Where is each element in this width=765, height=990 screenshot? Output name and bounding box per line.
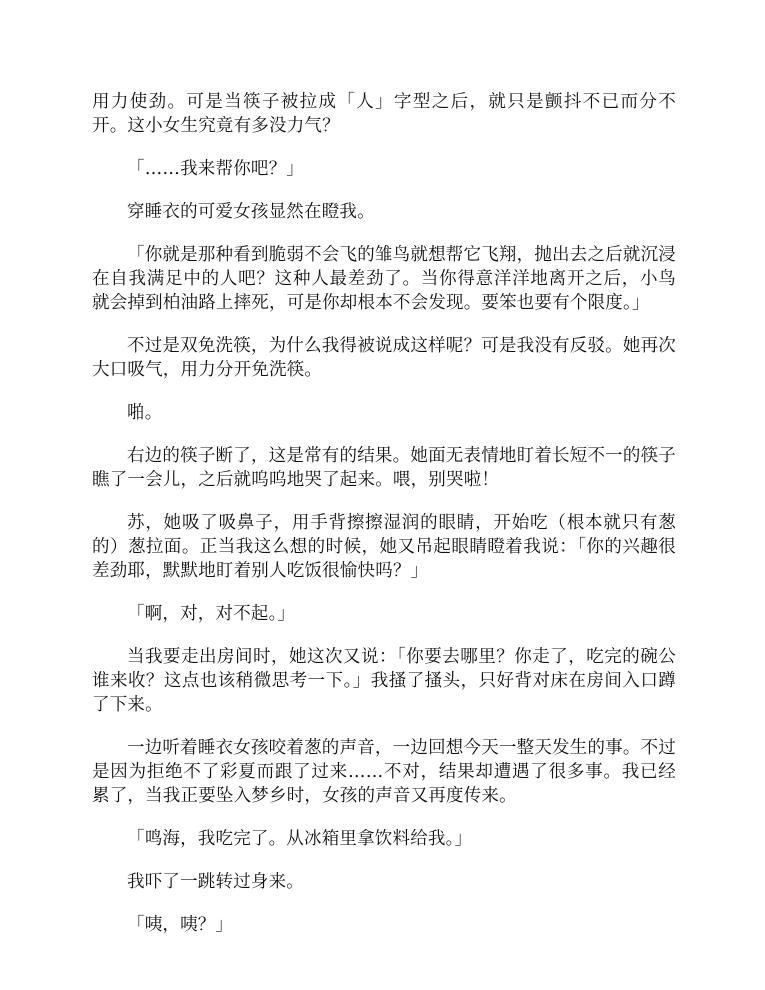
paragraph-6: 啪。	[127, 403, 163, 423]
paragraph-1: 用力使劲。可是当筷子被拉成「人」字型之后，就只是颤抖不已而分不开。这小女生究竟有多没力气？	[92, 92, 676, 136]
paragraph-5: 不过是双免洗筷，为什么我得被说成这样呢？可是我没有反驳。她再次大口吸气，用力分开免洗筷。	[92, 336, 676, 380]
paragraph-10: 当我要走出房间时，她这次又说：「你要去哪里？你走了，吃完的碗公谁来收？这点也该稍微思考一下。」我搔了搔头，只好背对床在房间入口蹲了下来。	[92, 647, 676, 715]
paragraph-3: 穿睡衣的可爱女孩显然在瞪我。	[127, 202, 375, 222]
paragraph-9: 「啊，对，对不起。」	[127, 604, 296, 624]
paragraph-2: 「……我来帮你吧？」	[127, 159, 304, 179]
paragraph-11: 一边听着睡衣女孩咬着葱的声音，一边回想今天一整天发生的事。不过是因为拒绝不了彩夏而跟了过来……不对，结果却遭遇了很多事。我已经累了，当我正要坠入梦乡时，女孩的声音又再度传来。	[92, 738, 676, 806]
paragraph-13: 我吓了一跳转过身来。	[127, 872, 304, 892]
paragraph-14: 「咦，咦？」	[127, 915, 234, 935]
document-page	[92, 90, 676, 956]
paragraph-4: 「你就是那种看到脆弱不会飞的雏鸟就想帮它飞翔，抛出去之后就沉浸在自我满足中的人吧？这种人最差劲了。当你得意洋洋地离开之后，小鸟就会掉到柏油路上摔死，可是你却根本不会发现。要笨也要有个限度。」	[92, 245, 676, 313]
paragraph-12: 「鸣海，我吃完了。从冰箱里拿饮料给我。」	[127, 829, 473, 849]
paragraph-8: 苏，她吸了吸鼻子，用手背擦擦湿润的眼睛，开始吃（根本就只有葱的）葱拉面。正当我这么想的时候，她又吊起眼睛瞪着我说：「你的兴趣很差劲耶，默默地盯着别人吃饭很愉快吗？」	[92, 513, 676, 581]
paragraph-7: 右边的筷子断了，这是常有的结果。她面无表情地盯着长短不一的筷子瞧了一会儿，之后就呜呜地哭了起来。喂，别哭啦！	[92, 446, 676, 490]
